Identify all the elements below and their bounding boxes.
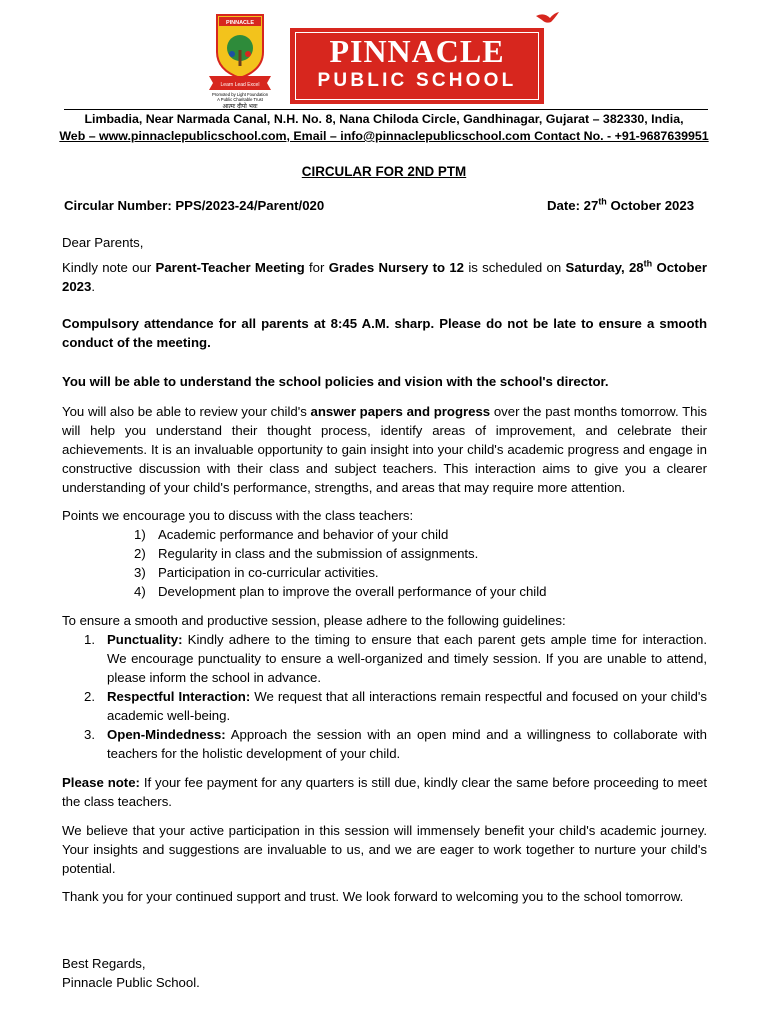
list-item-number: 2) (134, 546, 146, 561)
paragraph-participation: We believe that your active participation in this session will immensely benefit your child's academic journey. Your insights and suggestions are invaluable to us, and we are eager to work together to nurture your child's potential. (62, 823, 707, 876)
date-superscript: th (598, 196, 607, 207)
note-text: If your fee payment for any quarters is still due, kindly clear the same before proceeding to meet the class teachers. (62, 775, 707, 809)
guideline-respect (84, 687, 707, 725)
date-prefix: Date: 27 (547, 198, 599, 213)
points-list (134, 525, 547, 601)
p4-text-2: over the past months tomorrow. This will help you understand their thought process, identify areas of improvement, and celebrate their achievements. It is an invaluable opportunity to gain insight into your child's academic progress and engage in constructive discussion with their class and subject teachers. This interaction aims to give you a clearer understanding of your child's performance, strengths, and areas that may require more attention. (62, 404, 707, 495)
fee-note (62, 773, 707, 811)
school-crest-logo (205, 12, 275, 110)
list-item-number: 3) (134, 565, 146, 580)
guideline-text: Kindly adhere to the timing to ensure that each parent gets ample time for interaction. We encourage punctuality to ensure a well-organized and timely session. If you are unable to attend, please inform the school in advance. (107, 632, 707, 685)
guideline-text: We request that all interactions remain respectful and focused on your child's academic well-being. (107, 689, 708, 723)
paragraph-attendance: Compulsory attendance for all parents at 8:45 A.M. sharp. Please do not be late to ensure a smooth conduct of the meeting. (62, 316, 707, 350)
circular-date (547, 196, 694, 215)
signature: Pinnacle Public School. (62, 975, 200, 990)
svg-text:PINNACLE: PINNACLE (225, 20, 255, 26)
guideline-punctuality (84, 630, 707, 687)
p1-text-1: Kindly note our (62, 260, 156, 275)
list-item-number: 4) (134, 584, 146, 599)
list-item (134, 525, 547, 544)
paragraph-director: You will be able to understand the school policies and vision with the school's director. (62, 374, 609, 389)
guideline-open-mind (84, 725, 707, 763)
bird-logo-icon (534, 10, 560, 30)
list-item-text: Regularity in class and the submission of assignments. (158, 546, 479, 561)
paragraph-thanks: Thank you for your continued support and trust. We look forward to welcoming you to the school tomorrow. (62, 889, 684, 904)
svg-text:Learn Lead Excel: Learn Lead Excel (220, 82, 260, 88)
guideline-label: Respectful Interaction: (107, 689, 251, 704)
p1-bold-grades: Grades Nursery to 12 (328, 260, 465, 275)
svg-text:आत्मः दीपो भवः: आत्मः दीपो भवः (222, 103, 258, 110)
p1-bold-meeting: Parent-Teacher Meeting (155, 260, 305, 275)
list-item (134, 563, 547, 582)
guideline-text: Approach the session with an open mind and a willingness to collaborate with teachers for the holistic development of your child. (107, 727, 707, 761)
school-contact-line: Web – www.pinnaclepublicschool.com, Email – info@pinnaclepublicschool.com Contact No. - +91-9687639951 (59, 129, 709, 143)
header-rule-top (64, 109, 708, 110)
school-name-banner (290, 28, 544, 104)
closing: Best Regards, (62, 956, 146, 971)
p1-text-2: for (304, 260, 329, 275)
list-item-text: Development plan to improve the overall performance of your child (158, 584, 547, 599)
school-address: Limbadia, Near Narmada Canal, N.H. No. 8, Nana Chiloda Circle, Gandhinagar, Gujarat – 382330, India, (84, 112, 684, 126)
svg-text:A Public Charitable Trust: A Public Charitable Trust (217, 97, 263, 102)
p1-text-4: . (91, 279, 96, 294)
list-item-text: Participation in co-curricular activities. (158, 565, 379, 580)
guidelines-intro: To ensure a smooth and productive session, please adhere to the following guidelines: (62, 613, 566, 628)
circular-number: Circular Number: PPS/2023-24/Parent/020 (64, 198, 325, 213)
svg-text:Promoted by Light Foundation: Promoted by Light Foundation (211, 92, 269, 97)
list-item-text: Academic performance and behavior of your child (158, 527, 449, 542)
guideline-label: Punctuality: (107, 632, 183, 647)
p1-superscript: th (643, 258, 653, 269)
paragraph-meeting-schedule (62, 258, 707, 296)
guideline-number: 3. (84, 727, 95, 742)
p1-bold-month: October 2023 (62, 260, 707, 294)
banner-line-1: PINNACLE (329, 33, 505, 69)
salutation: Dear Parents, (62, 235, 144, 250)
p4-bold: answer papers and progress (310, 404, 491, 419)
circular-title: CIRCULAR FOR 2ND PTM (301, 164, 467, 179)
date-suffix: October 2023 (606, 198, 695, 213)
p4-text-1: You will also be able to review your child's (62, 404, 311, 419)
guidelines-list (84, 630, 707, 763)
points-intro: Points we encourage you to discuss with the class teachers: (62, 508, 414, 523)
banner-line-2: PUBLIC SCHOOL (317, 70, 517, 91)
p1-bold-day: Saturday, 28 (565, 260, 644, 275)
guideline-number: 1. (84, 632, 95, 647)
list-item (134, 582, 547, 601)
guideline-number: 2. (84, 689, 95, 704)
list-item-number: 1) (134, 527, 146, 542)
paragraph-review (62, 402, 707, 497)
list-item (134, 544, 547, 563)
guideline-label: Open-Mindedness: (107, 727, 226, 742)
p1-text-3: is scheduled on (464, 260, 566, 275)
note-label: Please note: (62, 775, 140, 790)
